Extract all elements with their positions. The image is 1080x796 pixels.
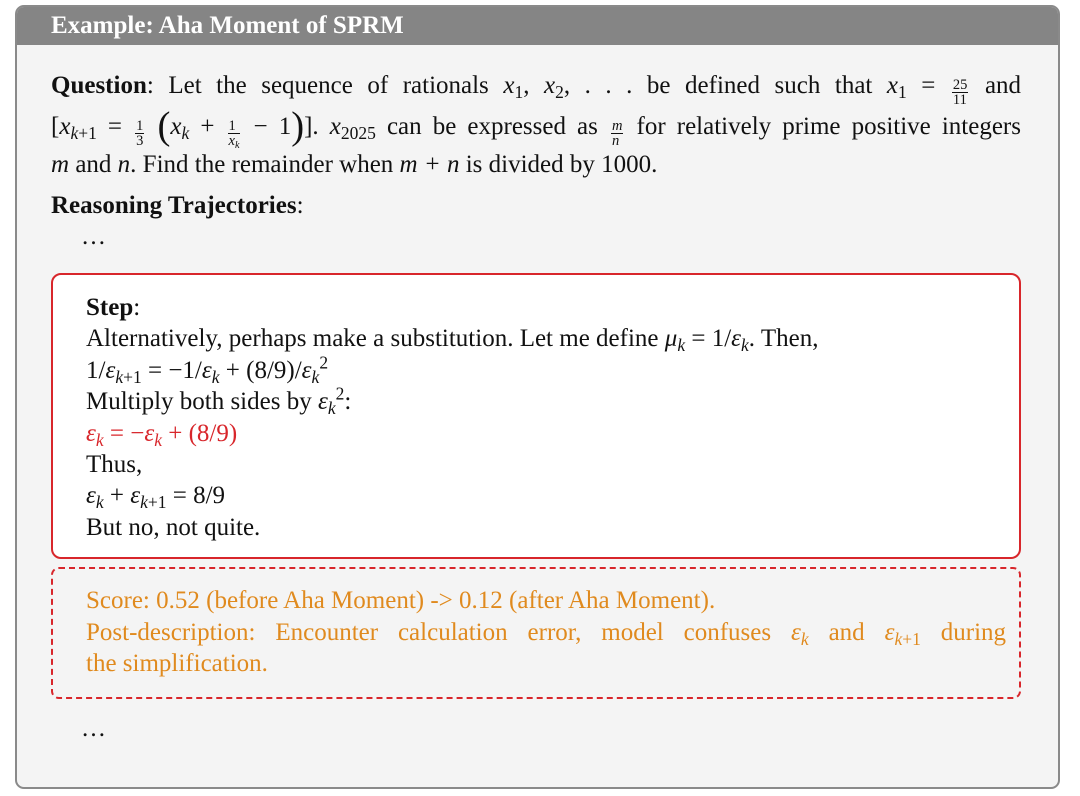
fraction-x1: $\frac{25}{11}$ <box>952 76 968 109</box>
example-card <box>15 5 1060 789</box>
step-content: Step: Alternatively, perhaps make a substitution. Let me define $\mu_k = 1/\varepsilon_k$. Then, $1/\varepsilon_{k+1} = -1/\varepsilon_k + (8/9)/\varepsilon_k^2$ Multiply both sides by $\varepsilon_k^2$: $\varepsilon_k = -\varepsilon_k + (8/9)$ Thus, $\varepsilon_k + \varepsilon_{k+1} = 8/9$ But no, not quite. <box>86 292 818 543</box>
step-line-6: $\varepsilon_k + \varepsilon_{k+1} = 8/9$ <box>86 482 226 513</box>
post-description-line-2: the simplification. <box>86 650 268 677</box>
question-label: Question <box>51 72 147 99</box>
step-line-2: $1/\varepsilon_{k+1} = -1/\varepsilon_k + (8/9)/\varepsilon_k^2$ <box>86 352 329 387</box>
card-title: Example: Aha Moment of SPRM <box>51 12 404 39</box>
post-description-line: Post-description: Encounter calculation error, model confuses $\varepsilon_k$ and $\varepsilon_{k+1}$ during <box>86 618 1007 649</box>
step-error-line: $\varepsilon_k = -\varepsilon_k + (8/9)$ <box>86 419 238 450</box>
score-content <box>86 585 1006 680</box>
card-header <box>17 7 1058 45</box>
score-box <box>51 567 1021 699</box>
ellipsis-top: … <box>81 223 108 250</box>
step-box <box>51 273 1021 559</box>
fraction-m-over-n: $\frac{m}{n}$ <box>611 117 623 149</box>
step-line-5: Thus, <box>86 451 143 479</box>
question-line-3: m and n. Find the remainder when m + n is divided by 1000. <box>51 150 658 178</box>
step-line-3: Multiply both sides by $\varepsilon_k^2$: <box>86 383 352 419</box>
step-label: Step <box>86 294 134 321</box>
ellipsis-bottom: … <box>81 715 108 742</box>
step-line-1: Alternatively, perhaps make a substitution. Let me define $\mu_k = 1/\varepsilon_k$. Then, <box>86 325 819 356</box>
question-block <box>51 67 1021 183</box>
step-line-7: But no, not quite. <box>86 513 261 541</box>
score-line: Score: 0.52 (before Aha Moment) -> 0.12 (after Aha Moment). <box>86 587 716 614</box>
reasoning-trajectories-heading: Reasoning Trajectories: <box>51 192 304 219</box>
question-line-1: Question: Let the sequence of rationals $x_1$, $x_2$, . . . be defined such that $x_1$ = $\frac{25}{11}$ and <box>51 72 1022 109</box>
question-line-2: [$x_{k+1}$ = $\frac{1}{3}$ ($x_k$ + $\frac{1}{x_k}$ − 1)]. $x_{2025}$ can be expressed as $\frac{m}{n}$ for relatively prime positive integers <box>51 104 1021 151</box>
